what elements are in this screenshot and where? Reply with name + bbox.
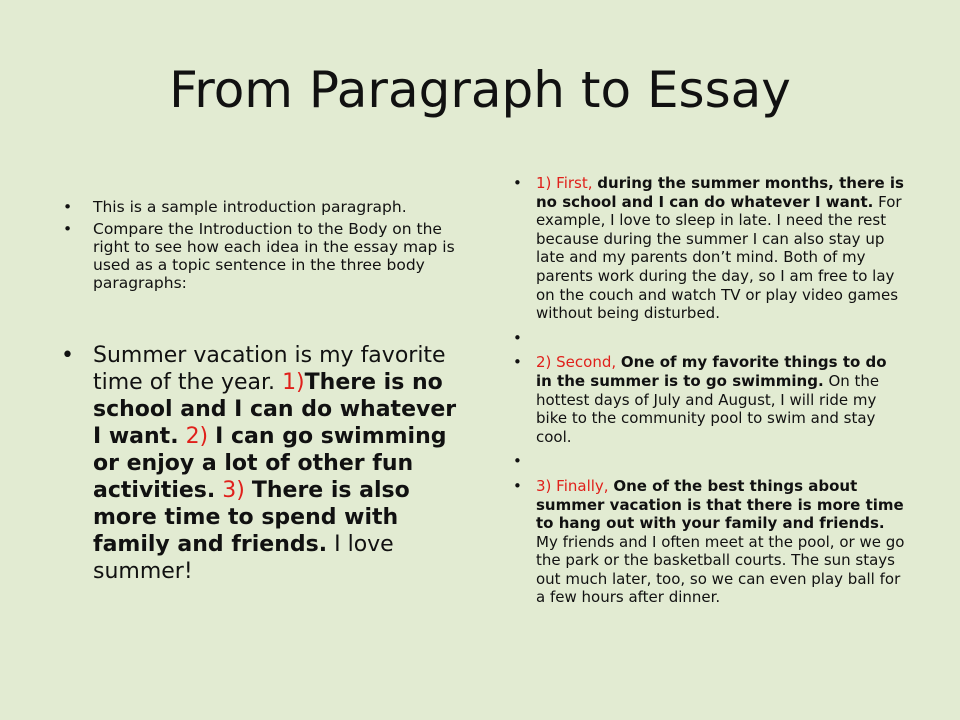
intro-ending: I love summer! — [93, 532, 394, 584]
body-label-1: 1) First, — [536, 174, 593, 192]
bullet-icon: • — [513, 452, 522, 471]
topic-sentence-3: One of the best things about summer vacation is that there is more time to hang out with your family and friends. — [536, 476, 904, 533]
body-text-1: For example, I love to sleep in late. I need the rest because during the summer I can also stay up late and my parents don’t mind. Both of my parents work during the day, so I am free to lay on the couch and watch TV or play video games without being disturbed. — [536, 192, 902, 323]
body-paragraph-1 — [513, 174, 906, 323]
body-text-3: My friends and I often meet at the pool, or we go the park or the basketball courts. The sun stays out much later, too, so we can even play ball for a few hours after dinner. — [536, 532, 905, 607]
intro-bullet — [63, 198, 465, 216]
bullet-icon: • — [63, 220, 73, 238]
bullet-icon: • — [63, 198, 73, 216]
map-idea-2: I can go swimming or enjoy a lot of other fun activities. — [93, 424, 447, 503]
body-label-3: 3) Finally, — [536, 476, 609, 495]
bullet-icon: • — [513, 476, 522, 495]
bullet-icon: • — [513, 353, 522, 372]
left-column — [61, 198, 465, 585]
body-paragraph-3 — [513, 476, 906, 607]
bullet-icon: • — [513, 328, 522, 347]
body-paragraph-2 — [513, 353, 906, 446]
right-column — [513, 174, 906, 607]
map-number-1: 1) — [282, 370, 305, 395]
intro-paragraph — [61, 342, 465, 585]
slide-title: From Paragraph to Essay — [169, 61, 791, 119]
body-label-2: 2) Second, — [536, 353, 617, 372]
intro-text: This is a sample introduction paragraph. — [93, 198, 407, 216]
bullet-icon: • — [513, 174, 522, 192]
body-text-2: On the hottest days of July and August, I will ride my bike to the community pool to swim and stay cool. — [536, 371, 880, 446]
topic-sentence-1: during the summer months, there is no school and I can do whatever I want. — [536, 174, 904, 211]
empty-bullet — [513, 328, 906, 348]
empty-bullet — [513, 452, 906, 471]
map-number-2: 2) — [185, 424, 209, 449]
map-idea-3: There is also more time to spend with family and friends. — [93, 478, 410, 557]
map-number-3: 3) — [222, 478, 245, 503]
map-idea-1: There is no school and I can do whatever I want. — [93, 370, 457, 449]
compare-text: Compare the Introduction to the Body on the right to see how each idea in the essay map is used as a topic sentence in the three body paragraphs: — [93, 220, 455, 292]
intro-lead: Summer vacation is my favorite time of the year. — [93, 343, 446, 395]
bullet-icon: • — [61, 343, 74, 368]
compare-bullet — [63, 220, 465, 292]
topic-sentence-2: One of my favorite things to do in the summer is to go swimming. — [536, 353, 887, 390]
